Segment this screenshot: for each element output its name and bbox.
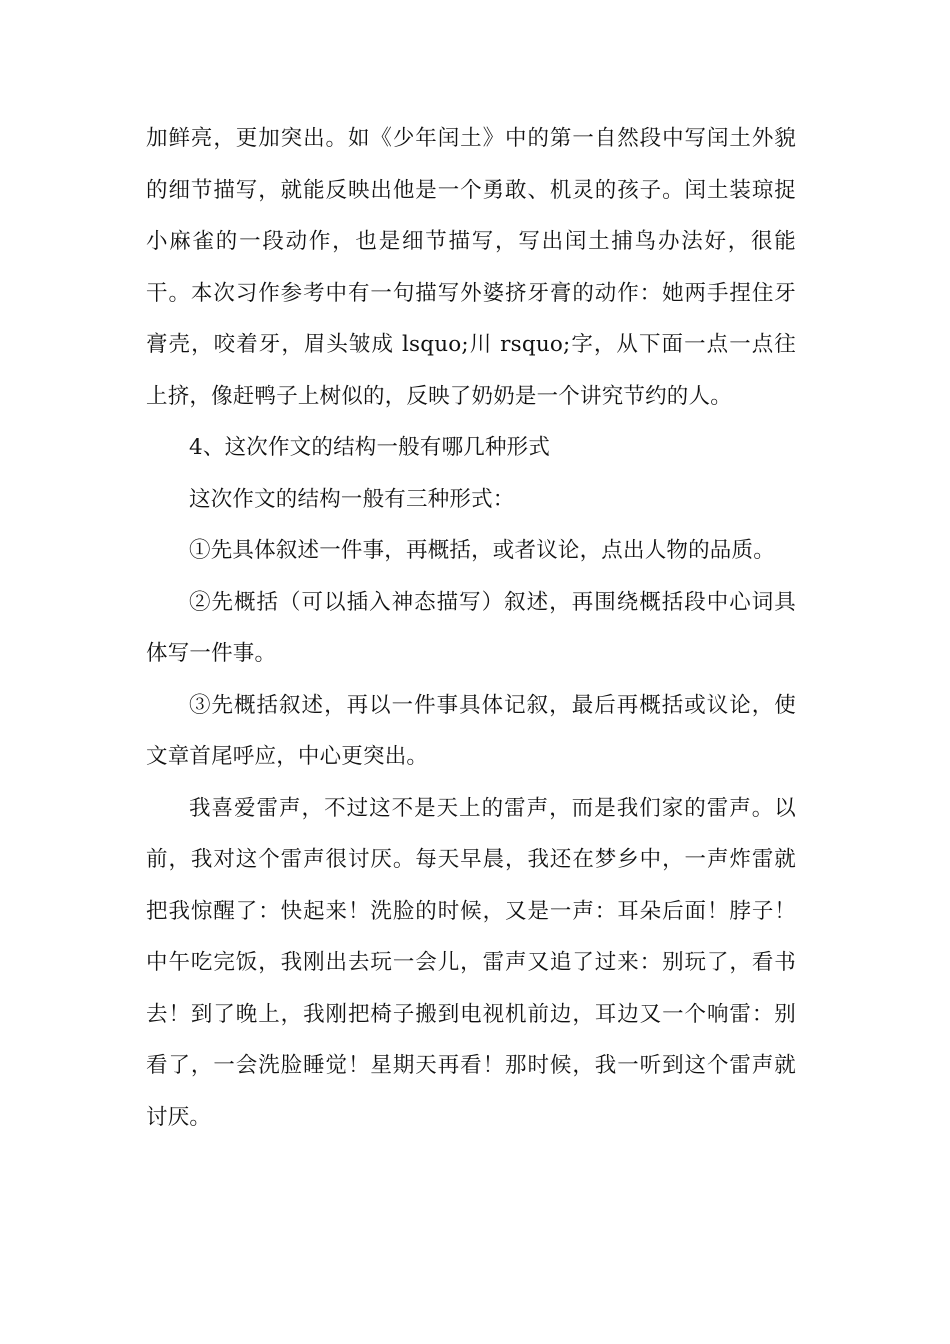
paragraph-detail-description: 加鲜亮，更加突出。如《少年闰土》中的第一自然段中写闰土外貌的细节描写，就能反映出他是一个勇敢、机灵的孩子。闰土装琼捉小麻雀的一段动作，也是细节描写，写出闰土捕鸟办法好，很能干。本次习作参考中有一句描写外婆挤牙膏的动作：她两手捏住牙膏壳，咬着牙，眉头皱成 lsquo;川 rsquo;字，从下面一点一点往上挤，像赶鸭子上树似的，反映了奶奶是一个讲究节约的人。 <box>146 126 796 409</box>
paragraph-structure-2: ②先概括（可以插入神态描写）叙述，再围绕概括段中心词具体写一件事。 <box>146 589 796 666</box>
document-body <box>146 113 796 1143</box>
paragraph-question-4: 4、这次作文的结构一般有哪几种形式 <box>189 435 551 460</box>
paragraph-structure-intro: 这次作文的结构一般有三种形式： <box>189 486 515 512</box>
paragraph-structure-1: ①先具体叙述一件事，再概括，或者议论，点出人物的品质。 <box>189 538 775 563</box>
paragraph-sample-essay: 我喜爱雷声，不过这不是天上的雷声，而是我们家的雷声。以前，我对这个雷声很讨厌。每天早晨，我还在梦乡中，一声炸雷就把我惊醒了：快起来！洗脸的时候，又是一声：耳朵后面！脖子！中午吃完饭，我刚出去玩一会儿，雷声又追了过来：别玩了，看书去！到了晚上，我刚把椅子搬到电视机前边，耳边又一个响雷：别看了，一会洗脸睡觉！星期天再看！那时候，我一听到这个雷声就讨厌。 <box>146 795 796 1130</box>
paragraph-structure-3: ③先概括叙述，再以一件事具体记叙，最后再概括或议论，使文章首尾呼应，中心更突出。 <box>146 692 796 769</box>
